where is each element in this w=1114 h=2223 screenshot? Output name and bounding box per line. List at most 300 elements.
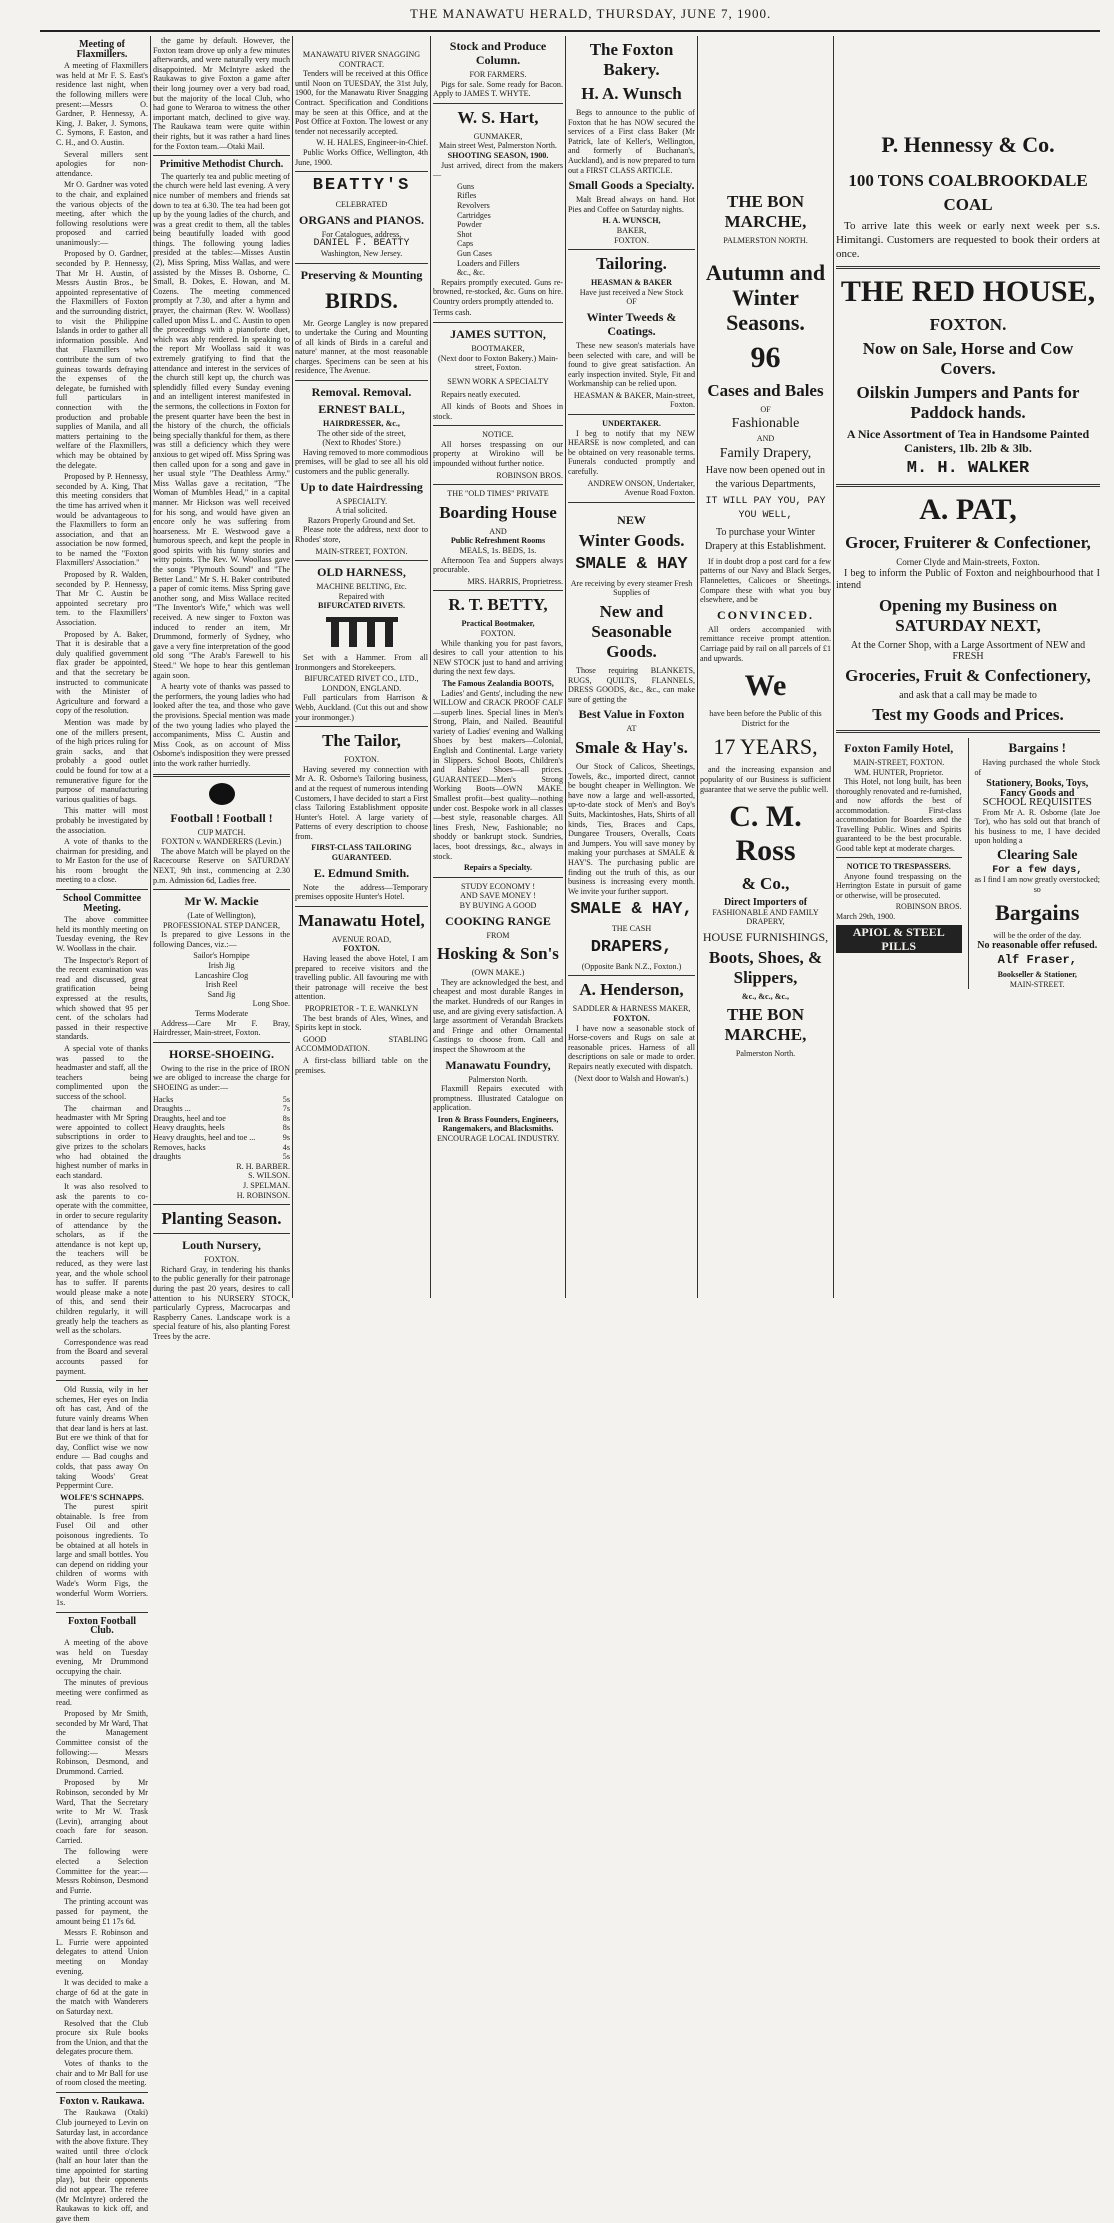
cases-line: Cases and Bales (707, 380, 824, 400)
test-line: Test my Goods and Prices. (872, 705, 1064, 724)
paragraph: Mr O. Gardner was voted to the chair, and explained the various objects of the meeting, after which the following resolutions were proposed and carried unanimously:— (56, 180, 148, 247)
paragraph: Repairs promptly executed. Guns re-browned, re-stocked, &c. Guns on hire. Country orders promptly attended to. (433, 277, 563, 306)
trespass-heading: NOTICE TO TRESPASSERS. (846, 862, 951, 871)
oilskin-line: Oilskin Jumpers and Pants for Paddock hands. (856, 383, 1080, 422)
stock-sub: FOR FARMERS. (469, 70, 527, 79)
paragraph: Repairs neatly executed. (441, 390, 521, 400)
family-hotel-sub: MAIN-STREET, FOXTON. (853, 758, 945, 767)
rate-row (153, 1152, 290, 1162)
opening-line: Opening my Business on SATURDAY NEXT, (878, 596, 1058, 635)
rate-row (153, 1133, 290, 1143)
birds-big: BIRDS. (325, 287, 398, 313)
terms: Terms Moderate (194, 1009, 249, 1019)
groceries-line: Groceries, Fruit & Confectionery, (845, 666, 1091, 685)
stock-heading: Stock and Produce Column. (449, 39, 547, 67)
ross-co: & Co., (741, 874, 790, 894)
few-days-line: For a few days, (992, 864, 1083, 876)
smale-big: New and Seasonable Goods. (591, 602, 672, 661)
beatty-heading: BEATTY'S (312, 176, 411, 196)
autumn-line: Autumn and Winter Seasons. (705, 259, 826, 335)
rate-label: Draughts ... (153, 1104, 191, 1114)
methodist-heading: Primitive Methodist Church. (159, 159, 284, 171)
paragraph: All kinds of Boots and Shoes in stock. (433, 402, 563, 421)
paragraph: Correspondence was read from the Board and several accounts passed for payment. (56, 1337, 148, 1376)
heasman-name: HEASMAN & BAKER (591, 278, 672, 288)
paragraph: A special vote of thanks was passed to the headmaster and staff, all the teachers being complimented upon the success of the school. (56, 1043, 148, 1101)
ball-sub: HAIRDRESSER, &c., (323, 419, 400, 429)
divider (568, 249, 695, 250)
betty-name: R. T. BETTY, (448, 595, 548, 615)
paragraph: Set with a Hammer. From all Ironmongers and Storekeepers. (295, 652, 428, 672)
hart-season: SHOOTING SEASON, 1900. (447, 150, 549, 160)
tea-line: A Nice Assortment of Tea in Handsome Painted Canisters, 1lb. 2lb & 3lb. (846, 427, 1090, 455)
ross-name: C. M. Ross (729, 800, 802, 868)
divider (153, 889, 290, 890)
paragraph: The above committee held its monthly meeting on Tuesday evening, the Rev W. Woollass in the chair. (56, 915, 148, 954)
paragraph: A first-class billiard table on the premises. (295, 1055, 428, 1075)
opened-line: Have now been opened out in the various Departments, (705, 464, 826, 490)
spacer (700, 36, 831, 188)
beatty-sub2: ORGANS and PIANOS. (298, 212, 425, 227)
ask-line: and ask that a call may be made to (899, 690, 1037, 701)
bakery-name: H. A. Wunsch (581, 84, 682, 103)
column-rule (150, 36, 151, 1298)
paragraph: The above Match will be played on the Racecourse Reserve on SATURDAY NEXT, 9th inst., commencing at 2.30 p.m. Admission 6d, Ladies free. (153, 846, 290, 885)
mackie-sub: (Late of Wellington), (187, 911, 256, 921)
betty-repairs: Repairs a Specialty. (463, 863, 533, 873)
rate-row (153, 1104, 290, 1114)
hotel-heading: Manawatu Hotel, (298, 910, 425, 930)
harness-co: BIFURCATED RIVET CO., LTD., LONDON, ENGLAND. (304, 674, 419, 693)
rivet-icon (385, 617, 393, 647)
heasman-body: Have just received a New Stock (579, 287, 684, 297)
rate-value: 5s (282, 1094, 290, 1104)
bargains-heading: Bargains ! (1008, 740, 1066, 755)
henderson-name: A. Henderson, (579, 980, 684, 1000)
paragraph: Note the address—Temporary premises opposite Hunter's Hotel. (295, 882, 428, 902)
column-rule (430, 36, 431, 1298)
snagging-heading: MANAWATU RIVER SNAGGING CONTRACT. (302, 50, 421, 69)
divider (295, 380, 428, 381)
purchase-line: To purchase your Winter Drapery at this Establishment. (704, 526, 827, 552)
list-item: Guns (457, 181, 475, 191)
paragraph: A meeting of the above was held on Tuesday evening, Mr Drummond occupying the chair. (56, 1638, 148, 1676)
smale-sub: Are receiving by every steamer Fresh Supplies of (570, 578, 693, 598)
family-hotel-ad (836, 738, 962, 989)
winter-goods: Winter Goods. (578, 530, 685, 550)
ball-addr: MAIN-STREET, FOXTON. (315, 546, 408, 556)
signature: H. ROBINSON. (236, 1190, 290, 1200)
paragraph: Having leased the above Hotel, I am prepared to receive visitors and the travelling public. All favouring me with their patronage will receive the best attention. (295, 954, 428, 1002)
paragraph: The following were elected a Selection Committee for the year:—Messrs Robinson, Desmond and Furrie. (56, 1847, 148, 1895)
header-rule (40, 30, 1100, 32)
tailor-line: FIRST-CLASS TAILORING GUARANTEED. (311, 843, 412, 863)
signature: R. H. BARBER. (236, 1161, 290, 1171)
hart-sub2: Main street West, Palmerston North. (439, 141, 557, 151)
signature: ANDREW ONSON, Undertaker, Avenue Road Foxton. (587, 478, 695, 498)
years-line: 17 YEARS, (713, 734, 818, 760)
bon-marche-2-sub: Palmerston North. (735, 1049, 796, 1059)
at-line: AT (626, 724, 637, 734)
removal-heading: Removal. Removal. (311, 385, 412, 400)
rate-label: Draughts, heel and toe (153, 1113, 226, 1123)
rate-label: Removes, hacks (153, 1142, 206, 1152)
pat-heading: A. PAT, (919, 493, 1017, 526)
paragraph: A meeting of Flaxmillers was held at Mr F. S. East's residence last night, when the following millers were present:—Messrs O. Gardner, P. Hennessy, A. King, J. Baker, J. Symons, C. Symons, F. Easton, and C. H., and O. Austin. (56, 61, 148, 147)
hotel-sub2: FOXTON. (343, 944, 380, 954)
list-item: Rifles (457, 191, 477, 201)
paragraph: Is prepared to give Lessons in the following Dances, viz.:— (153, 930, 290, 949)
divider (568, 414, 695, 415)
column-5 (568, 36, 695, 1300)
divider (433, 590, 563, 591)
rivet-illustration (295, 617, 428, 647)
tailor-sub: FOXTON. (344, 755, 379, 765)
apiol-ad: APIOL & STEEL PILLS (836, 925, 962, 953)
harness-sub: MACHINE BELTING, Etc. (316, 582, 407, 592)
bakery-heading: The Foxton Bakery. (589, 40, 674, 79)
beatty-sub3: For Catalogues, address, (321, 229, 402, 239)
boarding-meals: MEALS, 1s. BEDS, 1s. (459, 545, 537, 555)
pay-line: IT WILL PAY YOU, PAY YOU WELL, (705, 495, 826, 521)
list-item: Shot (457, 229, 472, 239)
horse-rates (153, 1095, 290, 1162)
bargains-ad (975, 738, 1101, 989)
ball-razors: Razors Properly Ground and Set. (307, 515, 416, 525)
new-line: NEW (617, 512, 646, 527)
paragraph: Proposed by A. Baker, That it is desirable that a duly qualified government flax grader be appointed, and that the secretary be instructed to communicate with the Minister of Agriculture and forward a copy of the resolution. (56, 629, 148, 716)
divider (433, 103, 563, 104)
boarding-heading: Boarding House (439, 502, 557, 522)
paragraph: A vote of thanks to the chairman for presiding, and to Mr Easton for the use of his room brought the meeting to a close. (56, 837, 148, 885)
paragraph: The minutes of previous meeting were confirmed as read. (56, 1678, 148, 1707)
paragraph: All horses trespassing on our property at Wirokino will be impounded without further notice. (433, 439, 563, 468)
divider (836, 857, 962, 858)
horse-shoeing-heading: HORSE-SHOEING. (168, 1046, 275, 1061)
rate-value: 4s (282, 1142, 290, 1152)
clearing-line: Clearing Sale (997, 847, 1078, 863)
buying-line: BY BUYING A GOOD (459, 900, 537, 910)
fraser-name: Alf Fraser, (997, 953, 1077, 967)
page-header (0, 2, 1114, 30)
rate-label: Heavy draughts, heels (153, 1123, 225, 1133)
divider (56, 889, 148, 890)
fash-line: FASHIONABLE AND FAMILY DRAPERY, (712, 907, 819, 927)
foundry-name: Manawatu Foundry, (445, 1057, 551, 1072)
column-rule (292, 36, 293, 1298)
ball-trial: A trial solicited. (335, 506, 388, 516)
paragraph: Flaxmill Repairs executed with promptness. Illustrated Catalogue on application. (433, 1084, 563, 1113)
list-item: Revolvers (457, 200, 490, 210)
order-line: will be the order of the day. (993, 931, 1082, 940)
list-item: &c., &c. (457, 268, 485, 278)
tailor-name: E. Edmund Smith. (313, 865, 410, 880)
number-96: 96 (750, 340, 781, 374)
boots-line: Boots, Shoes, & Slippers, (708, 947, 823, 987)
paragraph: Mr. George Langley is now prepared to undertake the Curing and Mounting of all kinds of Birds in a careful and nature' manner, at the most reasonable charges. Specimens can be seen at his residence, The Avenue. (295, 318, 428, 376)
ball-line: Up to date Hairdressing (300, 479, 423, 494)
ball-sub3: (Next to Rhodes' Store.) (322, 438, 401, 448)
poem: Old Russia, wily in her schemes, Her eyes on India oft has cast, And of the future vainly dreams When that dear land is hers at last. But ere we think of that for day, Conflict wise we now endure — Bad coughs and colds, that pass away On taking Woods' Great Peppermint Cure. (56, 1385, 148, 1491)
rate-label: Heavy draughts, heel and toe ... (153, 1132, 256, 1142)
harness-heading: OLD HARNESS, (317, 565, 406, 580)
divider (433, 425, 563, 426)
hart-name: W. S. Hart, (457, 107, 539, 127)
paragraph: I have now a seasonable stock of Horse-covers and Rugs on sale at reasonable prices. Harness of all descriptions on sale or made to order. Repairs neatly executed with dispatch. (568, 1023, 695, 1072)
signature: J. SPELMAN. (243, 1180, 290, 1190)
paragraph: Having purchased the whole Stock of (974, 758, 1101, 777)
divider (295, 171, 428, 172)
paragraph: Full particulars from Harrison & Webb, Auckland. (Cut this out and show your ironmonger.) (295, 693, 428, 722)
column-3 (295, 36, 428, 1300)
hart-terms: Terms cash. (433, 308, 472, 318)
signature: MRS. HARRIS, Proprietress. (467, 576, 563, 586)
foundry-sub: Palmerston North. (468, 1074, 528, 1084)
column-rule (833, 36, 834, 1298)
paragraph: Malt Bread always on hand. Hot Pies and Coffee on Saturday nights. (568, 195, 695, 214)
divider (153, 155, 290, 156)
paragraph: Afternoon Tea and Suppers always procurable. (433, 555, 563, 575)
bon-marche-sub: PALMERSTON NORTH. (723, 236, 808, 245)
study-line: STUDY ECONOMY ! (460, 881, 536, 891)
bargains-big: Bargains (995, 900, 1080, 925)
rate-row (153, 1095, 290, 1105)
we-line: We (744, 669, 787, 703)
red-house-heading: THE RED HOUSE, (840, 275, 1096, 308)
rate-row (153, 1143, 290, 1153)
signature: W. H. HALES, Engineer-in-Chief. (316, 138, 428, 148)
beatty-place: Washington, New Jersey. (320, 248, 403, 258)
paragraph: Just arrived, direct from the makers— (433, 160, 563, 180)
paragraph: While thanking you for past favors, desires to call your attention to his NEW STOCK just to hand and arriving during the next few days. (433, 638, 563, 677)
football-club-heading: Foxton Football Club. (67, 1615, 137, 1637)
paragraph: Proposed by O. Gardner, seconded by P. Hennessy, That Mr H. Austin, of Messrs Austin Bros., be appointed representative of the Flaxmillers of Foxton and the surrounding district, to visit the Philippine Islands in order to gather all information possible. And that Flaxmillers who contribute the sum of two guineas towards defraying the expenses of the delegate, be furnished with full particulars in connection with the production and probable supplies of Manila, and all matters pertaining to the welfare of the Flaxmillers, which may be obtained by the delegate. (56, 249, 148, 470)
paragraph: Owing to the rise in the price of IRON we are obliged to increase the charge for SHOEING as under:— (153, 1063, 290, 1092)
paragraph: It was decided to make a charge of 6d at the gate in the match with Wanderers on Saturday next. (56, 1978, 148, 2016)
fraser-sub: Bookseller & Stationer, (997, 970, 1077, 979)
paragraph: Votes of thanks to the chair and to Mr Ball for use of room closed the meeting. (56, 2058, 148, 2088)
paragraph: The quarterly tea and public meeting of the church were held last evening. A very nice number of members and friends sat down to tea at 6.30. The tea had been got up by the young ladies of the church, and was a great credit to them, all the tables being beautifully loaded with good things. The following young ladies presided at the tables:—Misses Austin (2), Miss Spring, Miss Wallas, and were assisted by the Misses B. Osborne, C. Small, B. Dokes, E. Howan, and M. Cozens. The meeting commenced promptly at 7.30, and after a hymn and prayer, the chairman (Rev. W. Woollass) called upon Miss L. and C. Austin to open the proceedings with a pianoforte duet, which was ably rendered. In speaking to the report Mr Woollass said it was extremely gratifying to find that the attendance and interest in the services of the church still kept up, the church was splendidly filled every Sunday evening and an intelligent interest manifested in the sermons, the collections in Foxton for the present quarter have been the best in the history of the church, the officials being specially thankful for them, as there was still a deficiency which they were anxious to get wiped off. Miss Spring was then called upon for a song and gave in her usual style "The Deathless Army." Miss Wallas gave a recitation, "The Woman of Mumbles Head," in a capital manner. Mr Hickson was well received for his song, and would have given an encore only he was suffering from hoarseness. Mr E. Westwood gave a humorous speech, and kept the people in good spirits with his funny stories and witty points. The Rev. W. Woollass gave the songs "Plymouth Sound" and "The Better Land." Mr S. H. Baker contributed a paper of comic items. Miss Spring gave another song, and Miss Wallace recited "The Inventor's Wife," which was well received. A new singer to Foxton was induced to render an item, Mr Drummond, formerly of Sydney, who gave a very fine interpretation of the good old song "The Arab's Farewell to his Steed." We hope to hear this gentleman again soon. (153, 171, 290, 680)
paragraph: It was also resolved to ask the parents to co-operate with the committee, in order to secure regularity of attendance by the scholars, as if the attendance is not kept up, the teachers will be reduced, as they were last year, and the whole school has to suffer. If parents would please make a note of this, and send their children regularly, it will greatly help the teachers as well as the scholars. (56, 1182, 148, 1336)
rate-value: 8s (282, 1113, 290, 1123)
paragraph: To arrive late this week or early next week per s.s. Himitangi. Customers are requested to book their orders at once. (836, 220, 1100, 260)
cooking-line: COOKING RANGE (445, 913, 551, 928)
dance-item: Irish Jig (208, 961, 235, 971)
beatty-sub: CELEBRATED (335, 200, 388, 210)
sutton-sub2: (Next door to Foxton Bakery.) Main-street, Foxton. (438, 353, 558, 373)
divider (433, 877, 563, 878)
convinced: CONVINCED. (716, 607, 814, 622)
fashionable-line: Fashionable (731, 416, 800, 432)
henderson-sub: SADDLER & HARNESS MAKER, (572, 1004, 691, 1014)
family-hotel-heading: Foxton Family Hotel, (844, 741, 954, 755)
oldtimes: THE "OLD TIMES" PRIVATE (447, 489, 549, 499)
before-line: have been before the Public of this District for the (709, 709, 822, 728)
cash-line: THE CASH (611, 924, 652, 934)
divider (295, 560, 428, 561)
stationery-line: Stationery, Books, Toys, Fancy Goods and (986, 778, 1089, 799)
no-offer-line: No reasonable offer refused. (977, 939, 1098, 951)
trespass-date: March 29th, 1900. (836, 911, 896, 921)
spacer (836, 36, 1100, 126)
paragraph: Pigs for sale. Some ready for Bacon. Apply to JAMES T. WHYTE. (433, 79, 563, 99)
dance-item: Sand Jig (207, 989, 236, 999)
rate-value: 5s (282, 1152, 290, 1162)
divider (433, 322, 563, 323)
bakery-sig2: BAKER, (616, 225, 647, 235)
masthead: THE MANAWATU HERALD, THURSDAY, JUNE 7, 1900. (410, 6, 772, 21)
save-line: AND SAVE MONEY ! (460, 891, 536, 901)
importers-line: Direct Importers of (723, 897, 808, 909)
boarding-sub: Public Refreshment Rooms (450, 536, 546, 546)
bakery-sig3: FOXTON. (614, 235, 649, 245)
signature: S. WILSON. (248, 1171, 290, 1181)
bakery-sig: H. A. WUNSCH, (602, 216, 661, 226)
rivet-icon (331, 617, 339, 647)
paragraph: The Inspector's Report of the recent examination was read and discussed, great gratification being expressed at the results, which showed that 95 per cent. of the scholars had passed in their respective standards. (56, 955, 148, 1042)
paragraph: the game by default. However, the Foxton team drove up only a few minutes afterwards, and were naturally very much disappointed. Mr McIntyre asked the Raukawas to give Foxton a game after their long journey over a very bad road, but the majority of the local Club, who had gone to Weraroa to witness the other important match, declined to give way. The Raukawa team were quite within their rights, but it was rather a hard lines for the Foxton team.—Otaki Mail. (153, 36, 290, 151)
own-make: (OWN MAKE.) (471, 968, 525, 978)
sutton-name: JAMES SUTTON, (450, 327, 546, 342)
paragraph: Several millers sent apologies for non-attendance. (56, 149, 148, 178)
paragraph: Begs to announce to the public of Foxton that he has NOW secured the services of a First class Baker (Mr Patrick, late of Keller's, Wellington, and formerly of Buchanan's, Auckland), and is now prepared to turn out a FIRST CLASS ARTICLE. (568, 108, 695, 175)
paragraph: Resolved that the Club procure six Rule books from the Union, and that the delegates procure them. (56, 2018, 148, 2057)
signature: ROBINSON BROS. (496, 470, 563, 480)
paragraph: This matter will most probably be investigated by the association. (56, 806, 148, 835)
paragraph: Proposed by R. Walden, seconded by P. Hennessy, That Mr C. Austin be appointed secretary pro tem. to the Flaxmillers' Association. (56, 570, 148, 628)
list-item: Loaders and Fillers (457, 258, 520, 268)
paragraph: Anyone found trespassing on the Herrington Estate in pursuit of game or otherwise, will be prosecuted. (836, 871, 962, 900)
tailoring-heading: Tailoring. (596, 254, 667, 274)
divider (56, 1612, 148, 1613)
hosking-name: Hosking & Son's (437, 944, 559, 964)
smale-hay: SMALE & HAY (575, 554, 688, 574)
flaxmillers-heading: Meeting of Flaxmillers. (76, 39, 128, 60)
sale-line: Now on Sale, Horse and Cow Covers. (862, 339, 1074, 378)
paragraph: The chairman and headmaster with Mr Spring were appointed to collect subscriptions in order to give prizes to the scholars who had obtained the highest number of marks in each standard. (56, 1103, 148, 1180)
family-hotel-prop: WM. HUNTER, Proprietor. (854, 767, 944, 777)
paragraph: Mention was made by one of the millers present, of the high prices ruling for grain sacks, and that probably a good outlet could be found for tow at a remunerative figure for the purpose of manufacturing various qualities of bags. (56, 717, 148, 804)
football-ad-teams: FOXTON v. WANDERERS (Levin.) (161, 837, 282, 847)
paragraph: Proposed by Mr Smith, seconded by Mr Ward, That the Management Committee consist of the following:— Messrs Robinson, Desmond, and Drummond. Carried. (56, 1709, 148, 1776)
dance-item: Long Shoe. (252, 999, 290, 1009)
ball-sub2: The other side of the street, (317, 428, 406, 438)
rate-value: 8s (282, 1123, 290, 1133)
find-line: as I find I am now greatly overstocked; so (974, 875, 1101, 894)
divider (433, 484, 563, 485)
list-item: Gun Cases (457, 248, 492, 258)
paragraph: The purest spirit obtainable. Is free from Fusel Oil and other poisonous ingredients. To be obtained at all hotels in large and small bottles. You can depend on ridding your children of worms with Wade's Worm Figs, the wonderful Worm Worriers. 1s. (56, 1502, 148, 1608)
bon-marche-heading: THE BON MARCHE, (724, 192, 807, 231)
divider (153, 774, 290, 777)
column-rule (968, 738, 969, 989)
bottom-row (836, 738, 1100, 989)
corner-line: Corner Clyde and Main-streets, Foxton. (896, 557, 1040, 567)
planting-heading: Planting Season. (161, 1209, 282, 1229)
paragraph: I beg to inform the Public of Foxton and neighbourhood that I intend (836, 568, 1100, 591)
paragraph: They are acknowledged the best, and cheapest and most durable Ranges in the market. Hundreds of our Ranges in use, and are giving every satisfaction. A large assortment of Verandah Brackets and Fringe and other Ornamental Castings to choose from. Call and inspect the Showroom at the (433, 977, 563, 1054)
nursery-name: Louth Nursery, (182, 1238, 261, 1253)
divider (295, 726, 428, 727)
bakery-small: Small Goods a Specialty. (568, 178, 695, 193)
paragraph: Proposed by P. Hennessy, seconded by A. King, That this meeting considers that the time has arrived when it would be advantageous to the Flaxmillers to form an association, and that an association be now formed, to be named the "Foxton Flaxmillers' Association." (56, 472, 148, 568)
divider (568, 502, 695, 503)
encourage-line: ENCOURAGE LOCAL INDUSTRY. (436, 1134, 560, 1144)
paragraph: Having severed my connection with Mr A. R. Osborne's Tailoring business, and at the request of numerous intending Customers, I have decided to start a First class Tailoring Establishment opposite Hunter's Hotel. A large variety of Patterns of every description to choose from. (295, 764, 428, 841)
paragraph: Having removed to more commodious premises, will be glad to see all his old customers and the public generally. (295, 447, 428, 477)
column-rule (697, 36, 698, 1298)
hotel-prop: PROPRIETOR - T. E. WANKLYN (304, 1004, 419, 1013)
drapers-line: DRAPERS, (590, 937, 673, 957)
mackie-name: Mr W. Mackie (184, 894, 259, 909)
etc-line: &c., &c., &c., (741, 991, 790, 1001)
paragraph: Messrs F. Robinson and L. Furrie were appointed delegates to attend Union meeting on Monday evening. (56, 1928, 148, 1976)
paragraph: Tenders will be received at this Office until Noon on TUESDAY, the 31st July, 1900, for the Manawatu River Snagging Contract. Specification and Conditions may be seen at this Office, and at the Post Office at Foxton. The lowest or any tender not necessarily accepted. (295, 69, 428, 136)
rate-label: draughts (153, 1152, 181, 1162)
paragraph: I beg to notify that my NEW HEARSE is now completed, and can be obtained on very reasonable terms. Funerals conducted promptly and carefully. (568, 428, 695, 477)
bon-marche-2: THE BON MARCHE, (724, 1005, 807, 1045)
smale-hays: Smale & Hay's. (575, 737, 688, 757)
column-4 (433, 36, 563, 1300)
divider (153, 1204, 290, 1205)
paragraph: The best brands of Ales, Wines, and Spirits kept in stock. (295, 1013, 428, 1033)
column-6 (700, 36, 831, 1300)
schnapps-heading: WOLFE'S SCHNAPPS. (60, 1492, 144, 1502)
paragraph: The Raukawa (Otaki) Club journeyed to Levin on Saturday last, in accordance with the above fixture. They waited until three o'clock (half an hour later than the time appointed for starting play), but their opponents did not appear. The referee (Mr McIntyre) ordered the Raukawas to kick off, and gave them (56, 2108, 148, 2223)
family-line: Family Drapery, (719, 445, 812, 461)
hart-sub: GUNMAKER, (473, 131, 523, 141)
divider (836, 484, 1100, 487)
harness-sub2: Repaired with (338, 591, 385, 601)
coal-line: COAL (943, 195, 993, 214)
paragraph: Those requiring BLANKETS, RUGS, QUILTS, FLANNELS, DRESS GOODS, &c., &c., can make sure of getting the (568, 666, 695, 704)
paragraph: Ladies' and Gents', including the new WILLOW and CRACK PROOF CALF—superb lines. Special lines in Men's Strong, Plain, and Nailed. Beautiful variety of Ladies' evening and Walking Shoes by best makers—Colonial, English and Continental. Large variety in Slippers. School Boots, Children's and Babies' Shoes—all prices. GUARANTEED—Men's Strong Working Boots—OWN MAKE. Smallest profit—best quality—nothing under cost. Bespoke work in all classes—best style, reasonable charges. All lines Fresh, New, Fashionable; no shoddy or bankrupt stock. Sundries, laces, boot dressings, &c., always in stock. (433, 688, 563, 861)
paragraph: Our Stock of Calicos, Sheetings, Towels, &c., imported direct, cannot be bought cheaper in Wellington. We have now a large and well-assorted, up-to-date stock of Men's and Boy's Suits, Mackintoshes, Hats, Shirts of all kinds, Ties, Braces and Caps, Dungaree Trousers, Overalls, Coats and Jumpers. You will save money by making your purchases at SMALE & HAY'S. The purchasing public are finding out the truth of this, as our business is increasing every month. We invite your further support. (568, 761, 695, 896)
paragraph: The printing account was passed for payment, the amount being £1 17s 6d. (56, 1897, 148, 1926)
list-item: Cartridges (457, 210, 491, 220)
rivet-icon (367, 617, 375, 647)
paragraph: A hearty vote of thanks was passed to the performers, the young ladies who had looked after the tea, and those who gave the provisions. Special mention was made of the two young ladies who played the accompaniments, Miss C. Austin and Miss Cook, as on account of Miss Osborne's indisposition they were pressed into the work rather hurriedly. (153, 682, 290, 768)
signature: ROBINSON BROS. (895, 902, 962, 911)
boarding-and: AND (489, 526, 507, 536)
divider (153, 1233, 290, 1234)
winter-tweeds: Winter Tweeds & Coatings. (586, 309, 677, 338)
column-2 (153, 36, 290, 1341)
divider (56, 2092, 148, 2093)
school-line: SCHOOL REQUISITES (982, 796, 1092, 808)
divider (836, 266, 1100, 269)
rate-label: Hacks (153, 1094, 174, 1104)
divider (295, 906, 428, 907)
sutton-specialty: SEWN WORK A SPECIALTY (447, 376, 549, 386)
ball-line2: A SPECIALTY. (335, 496, 388, 506)
divider (836, 730, 1100, 733)
mackie-sub2: PROFESSIONAL STEP DANCER, (162, 920, 280, 930)
football-ad-title: Football ! Football ! (170, 810, 273, 825)
harness-sub3: BIFURCATED RIVETS. (317, 601, 406, 611)
football-icon (209, 783, 235, 805)
foundry-body2: Iron & Brass Founders, Engineers, Rangemakers, and Blacksmiths. (437, 1114, 559, 1134)
hart-items (433, 182, 563, 278)
paragraph: Public Works Office, Wellington, 4th June, 1900. (295, 147, 428, 167)
dance-item: Irish Reel (205, 980, 238, 990)
birds-heading: Preserving & Mounting (300, 267, 423, 282)
school-committee-heading: School Committee Meeting. (62, 893, 142, 914)
column-7 (836, 36, 1100, 1300)
paragraph: Please note the address, next door to Rhodes' store, (295, 525, 428, 544)
betty-sub: Practical Bootmaker, (461, 619, 535, 629)
betty-boots: The Famous Zealandia BOOTS, (442, 678, 554, 688)
